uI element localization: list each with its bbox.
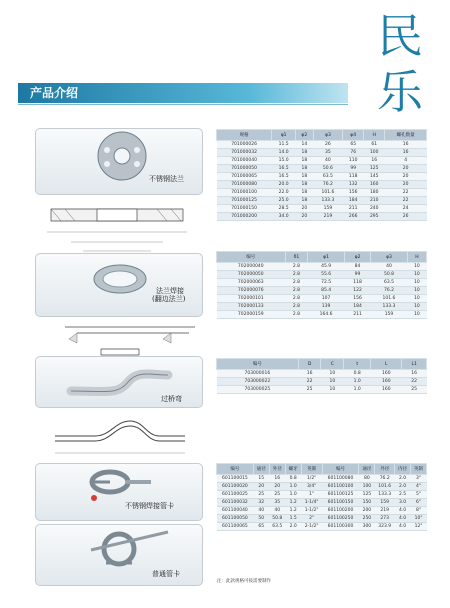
flange-drawing — [35, 197, 203, 255]
table-header: φ1 — [272, 130, 296, 141]
table-row: 701000032 14.0 18 35 76 100 16 — [217, 149, 427, 157]
table-row: 702000076 2.8 85.4 122 76.2 10 — [217, 287, 427, 295]
bridge-bend-label: 过桥弯 — [161, 395, 182, 403]
welding-flange-label-line-1: 法兰焊接 — [156, 287, 184, 295]
table-row: 701000065 16.5 18 63.5 118 145 20 — [217, 173, 427, 181]
table-header: 通径 — [253, 464, 269, 475]
table-header: φ1 — [308, 252, 345, 263]
clip-table-footnote: 注：此款规格可按需要制作 — [217, 579, 271, 584]
table-header: 外径 — [269, 464, 285, 475]
table-row: 701000080 20.0 18 76.2 132 160 20 — [217, 181, 427, 189]
table-row: 703000016 16 10 0.8 160 16 — [217, 370, 427, 378]
table-header: 内径 — [395, 464, 411, 475]
table-header: 编号 — [217, 252, 286, 263]
table-header: 规格 — [217, 130, 272, 141]
flange-label: 不锈钢法兰 — [149, 175, 184, 183]
table-header: H — [364, 130, 385, 141]
table-row: 702000133 2.8 139 184 133.3 10 — [217, 303, 427, 311]
table-header: 外径 — [375, 464, 395, 475]
welding-clip-label: 不锈钢焊接管卡 — [125, 502, 174, 510]
table-header: 编号 — [217, 359, 299, 370]
table-row: 601100065 65 63.5 2.0 2-1/2" 601100300 300 323.9 4.0 12" — [217, 523, 427, 531]
table-header: φ3 — [371, 252, 408, 263]
table-row: 702000063 2.8 72.5 118 63.5 10 — [217, 279, 427, 287]
table-header: H — [407, 252, 426, 263]
table-header: φ2 — [344, 252, 370, 263]
table-row: 703000025 25 10 1.0 160 25 — [217, 386, 427, 394]
table-row: 701000050 16.5 18 50.6 99 125 20 — [217, 165, 427, 173]
welding-flange-table — [216, 251, 427, 319]
table-header: φ3 — [313, 130, 343, 141]
table-row: 601100050 50 50.8 1.5 2" 601100250 250 273 4.0 10" — [217, 515, 427, 523]
table-row: 601100020 20 20 1.0 3/4" 601100100 100 101.6 2.0 4" — [217, 483, 427, 491]
table-row: 701000100 22.0 18 101.6 156 180 22 — [217, 189, 427, 197]
section-header — [18, 83, 348, 103]
bridge-bend-drawing — [35, 411, 203, 463]
table-row: 601100015 15 16 0.8 1/2" 601100080 80 76.2 2.0 3" — [217, 475, 427, 483]
table-row: 601100040 40 40 1.2 1-1/2" 601100200 200 219 4.0 8" — [217, 507, 427, 515]
brand-char-1: 民 — [377, 9, 423, 63]
table-row: 702000159 2.8 164.6 211 159 10 — [217, 311, 427, 319]
section-title: 产品介绍 — [30, 86, 79, 100]
welding-flange-label-line-2: (翻边法兰) — [152, 295, 186, 303]
flange-spec-table — [216, 129, 427, 221]
table-header: 编号 — [217, 464, 254, 475]
table-header: L — [371, 359, 402, 370]
table-header: δ1 — [285, 252, 308, 263]
table-row: 701000026 11.5 14 26 65 61 16 — [217, 141, 427, 149]
table-row: 702000040 2.8 45.9 84 40 10 — [217, 263, 427, 271]
clip-table — [216, 463, 427, 531]
section-header-rule — [18, 104, 348, 105]
table-header: 英制 — [301, 464, 322, 475]
table-row: 703000022 22 10 1.0 160 22 — [217, 378, 427, 386]
table-header: 编号 — [322, 464, 359, 475]
table-row: 701000150 28.5 20 159 211 240 24 — [217, 205, 427, 213]
table-row: 601100025 25 25 1.0 1" 601100125 125 133.3 2.5 5" — [217, 491, 427, 499]
table-header: C — [321, 359, 344, 370]
table-header: t — [344, 359, 371, 370]
table-header: D — [298, 359, 321, 370]
welding-clip-panel — [35, 463, 203, 521]
welding-flange-panel — [35, 253, 203, 317]
brand-logo — [368, 8, 432, 120]
table-row: 601100032 32 35 1.2 1-1/4" 601100150 150 159 3.0 6" — [217, 499, 427, 507]
table-header: 螺牙 — [285, 464, 301, 475]
ordinary-clip-panel — [35, 524, 203, 586]
brand-char-2: 乐 — [377, 65, 423, 119]
table-row: 701000125 25.0 18 133.3 184 210 22 — [217, 197, 427, 205]
table-header: φ4 — [343, 130, 364, 141]
table-header: L1 — [402, 359, 427, 370]
welding-flange-drawing — [35, 321, 203, 361]
bridge-bend-panel — [35, 356, 203, 408]
ordinary-clip-label: 普通管卡 — [152, 570, 180, 578]
flange-image — [36, 129, 204, 196]
table-row: 702000050 2.8 55.6 99 50.8 10 — [217, 271, 427, 279]
table-row: 701000200 34.0 20 219 266 295 26 — [217, 213, 427, 221]
table-header: 英制 — [410, 464, 426, 475]
table-row: 701000040 15.0 18 40 110 16 4 — [217, 157, 427, 165]
bridge-bend-table — [216, 358, 427, 394]
table-header: 螺孔数量 — [385, 130, 427, 141]
welding-clip-image — [36, 464, 204, 522]
table-row: 702000101 2.8 107 156 101.6 10 — [217, 295, 427, 303]
table-header: 通径 — [359, 464, 375, 475]
flange-panel — [35, 128, 203, 195]
table-header: φ2 — [296, 130, 314, 141]
